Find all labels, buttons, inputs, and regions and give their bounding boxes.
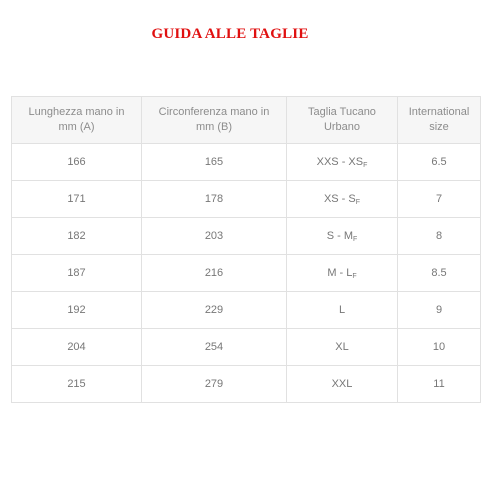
- header-international-size: International size: [398, 97, 481, 144]
- tucano-size-subscript: F: [353, 235, 358, 243]
- cell-hand-circumference: 254: [142, 329, 287, 366]
- cell-hand-length: 166: [12, 144, 142, 181]
- cell-hand-circumference: 178: [142, 181, 287, 218]
- cell-international-size: 6.5: [398, 144, 481, 181]
- cell-tucano-size: [287, 292, 398, 329]
- cell-international-size: 8.5: [398, 255, 481, 292]
- cell-international-size: 7: [398, 181, 481, 218]
- cell-hand-length: 215: [12, 366, 142, 403]
- tucano-size-subscript: F: [363, 161, 368, 169]
- cell-tucano-size: [287, 255, 398, 292]
- header-tucano-size: Taglia Tucano Urbano: [287, 97, 398, 144]
- cell-hand-circumference: 279: [142, 366, 287, 403]
- table-row: [12, 181, 481, 218]
- cell-hand-length: 204: [12, 329, 142, 366]
- cell-tucano-size: [287, 181, 398, 218]
- table-row: [12, 366, 481, 403]
- tucano-size-value: M - L: [327, 266, 353, 279]
- cell-hand-length: 192: [12, 292, 142, 329]
- tucano-size-value: L: [338, 304, 346, 316]
- cell-international-size: 9: [398, 292, 481, 329]
- cell-international-size: 8: [398, 218, 481, 255]
- header-hand-length: Lunghezza mano in mm (A): [12, 97, 142, 144]
- header-hand-circumference: Circonferenza mano in mm (B): [142, 97, 287, 144]
- cell-hand-circumference: 203: [142, 218, 287, 255]
- cell-hand-circumference: 229: [142, 292, 287, 329]
- table-row: [12, 292, 481, 329]
- cell-tucano-size: [287, 218, 398, 255]
- cell-hand-circumference: 165: [142, 144, 287, 181]
- tucano-size-value: XL: [335, 341, 349, 353]
- page-title: GUIDA ALLE TAGLIE: [151, 26, 309, 42]
- tucano-size-subscript: F: [355, 198, 361, 206]
- cell-hand-length: 187: [12, 255, 142, 292]
- table-header-row: [12, 97, 481, 144]
- cell-hand-length: 182: [12, 218, 142, 255]
- cell-hand-length: 171: [12, 181, 142, 218]
- cell-tucano-size: [287, 144, 398, 181]
- table-row: [12, 255, 481, 292]
- cell-hand-circumference: 216: [142, 255, 287, 292]
- table-row: [12, 144, 481, 181]
- tucano-size-value: S - M: [326, 229, 353, 242]
- cell-international-size: 11: [398, 366, 481, 403]
- cell-tucano-size: [287, 366, 398, 403]
- cell-international-size: 10: [398, 329, 481, 366]
- table-row: [12, 329, 481, 366]
- tucano-size-value: XXL: [331, 378, 353, 390]
- tucano-size-value: XXS - XS: [316, 155, 364, 168]
- tucano-size-value: XS - S: [323, 192, 356, 205]
- tucano-size-subscript: F: [352, 272, 357, 280]
- size-guide-table: [11, 96, 481, 403]
- table-row: [12, 218, 481, 255]
- cell-tucano-size: [287, 329, 398, 366]
